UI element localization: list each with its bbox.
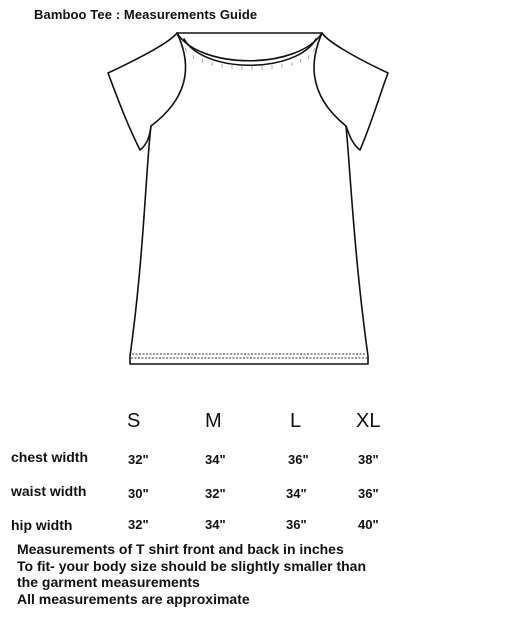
- note-line: To fit- your body size should be slightly smaller than: [17, 557, 367, 574]
- note-line: All measurements are approximate: [17, 590, 250, 607]
- page-title: Bamboo Tee : Measurements Guide: [34, 7, 258, 22]
- row-label-chest: chest width: [11, 449, 89, 465]
- cell-hip-s: 32": [128, 517, 149, 532]
- measurement-notes: [17, 541, 487, 607]
- cell-hip-m: 34": [205, 517, 226, 532]
- row-label-hip: hip width: [11, 517, 73, 533]
- size-header-xl: XL: [356, 410, 381, 432]
- note-line: Measurements of T shirt front and back in inches: [17, 541, 344, 557]
- cell-hip-xl: 40": [358, 517, 379, 532]
- cell-waist-xl: 36": [358, 486, 379, 501]
- tshirt-outline-icon: [100, 26, 400, 376]
- cell-chest-l: 36": [288, 452, 309, 467]
- note-line: the garment measurements: [17, 574, 200, 590]
- size-header-s: S: [127, 410, 141, 432]
- cell-chest-xl: 38": [358, 452, 379, 467]
- size-header-l: L: [290, 410, 302, 432]
- cell-waist-s: 30": [128, 486, 149, 501]
- cell-chest-s: 32": [128, 452, 149, 467]
- cell-waist-l: 34": [286, 486, 307, 501]
- cell-hip-l: 36": [286, 517, 307, 532]
- cell-chest-m: 34": [205, 452, 226, 467]
- cell-waist-m: 32": [205, 486, 226, 501]
- row-label-waist: waist width: [11, 483, 87, 499]
- size-header-m: M: [205, 410, 222, 432]
